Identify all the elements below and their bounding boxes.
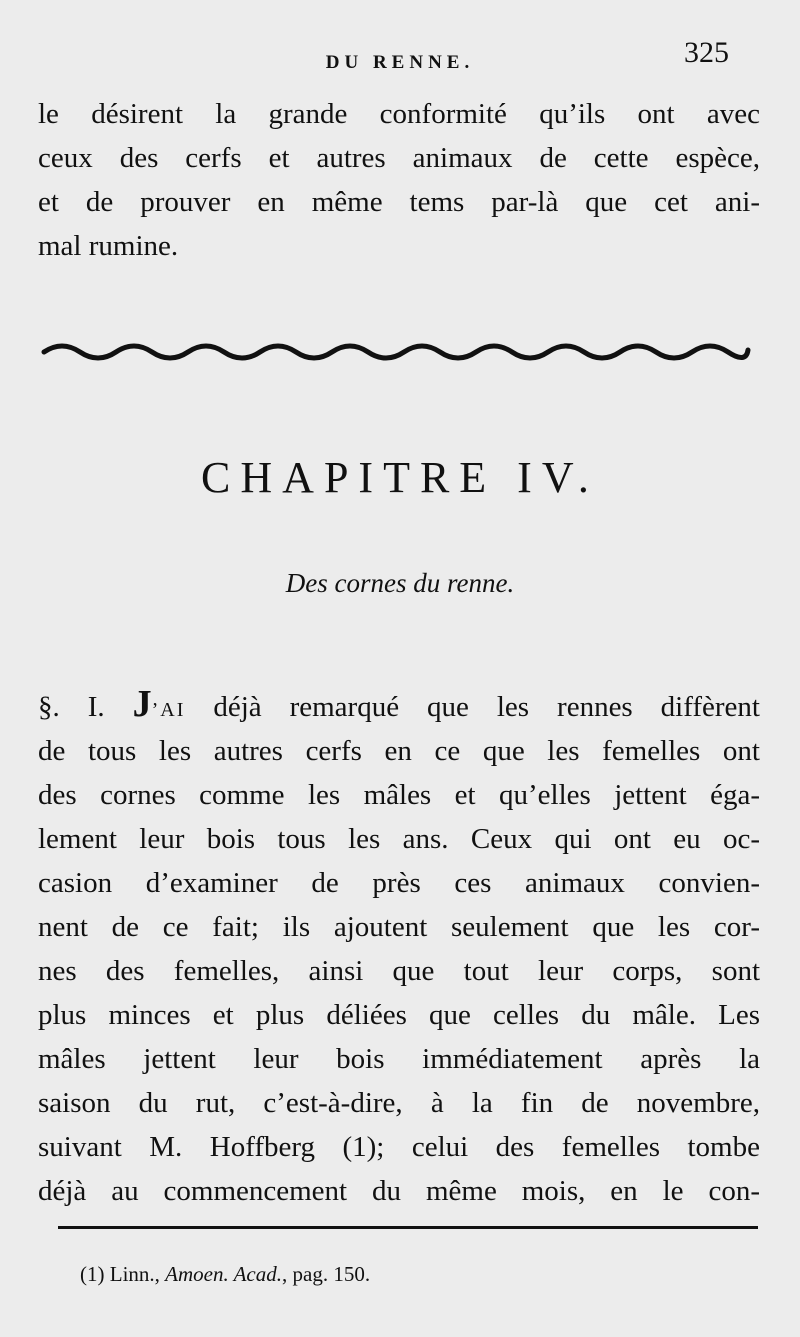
text-line: saison du rut, c’est-à-dire, à la fin de novembre, [38,1087,760,1119]
footnote-work-title: Amoen. Acad. [165,1262,282,1286]
text-line: casion d’examiner de près ces animaux convien- [38,867,760,899]
text-line: et de prouver en même tems par-là que cet ani- [38,186,760,218]
page-number: 325 [684,36,729,69]
text-line: nes des femelles, ainsi que tout leur corps, sont [38,955,760,987]
footnote [80,1262,370,1287]
text-line: déjà au commencement du même mois, en le con- [38,1175,760,1207]
text-line: ceux des cerfs et autres animaux de cette espèce, [38,142,760,174]
text-line: plus minces et plus déliées que celles du mâle. Les [38,999,760,1031]
text-line: mal rumine. [38,230,179,262]
text-line: des cornes comme les mâles et qu’elles jettent éga- [38,779,760,811]
text-line: de tous les autres cerfs en ce que les femelles ont [38,735,760,767]
section-mark: §. I. [38,691,105,723]
wavy-ornament-divider [40,336,752,368]
running-head: DU RENNE. [325,52,475,73]
text-line: lement leur bois tous les ans. Ceux qui ont eu oc- [38,823,760,855]
text-line: suivant M. Hoffberg (1); celui des femelles tombe [38,1131,760,1163]
small-caps-text: ’AI [151,699,186,721]
first-line-text: déjà remarqué que les rennes diffèrent [185,691,760,723]
drop-cap: J [132,683,152,725]
chapter-title: CHAPITRE IV. [201,453,599,502]
paragraph-first-line [38,683,760,728]
text-line: nent de ce fait; ils ajoutent seulement que les cor- [38,911,760,943]
section-title: Des cornes du renne. [285,568,515,598]
footnote-marker: (1) Linn., [80,1262,160,1286]
footnote-rule [58,1226,758,1229]
footnote-page-ref: , pag. 150. [282,1262,371,1286]
text-line: mâles jettent leur bois immédiatement après la [38,1043,760,1075]
text-line: le désirent la grande conformité qu’ils ont avec [38,98,760,130]
